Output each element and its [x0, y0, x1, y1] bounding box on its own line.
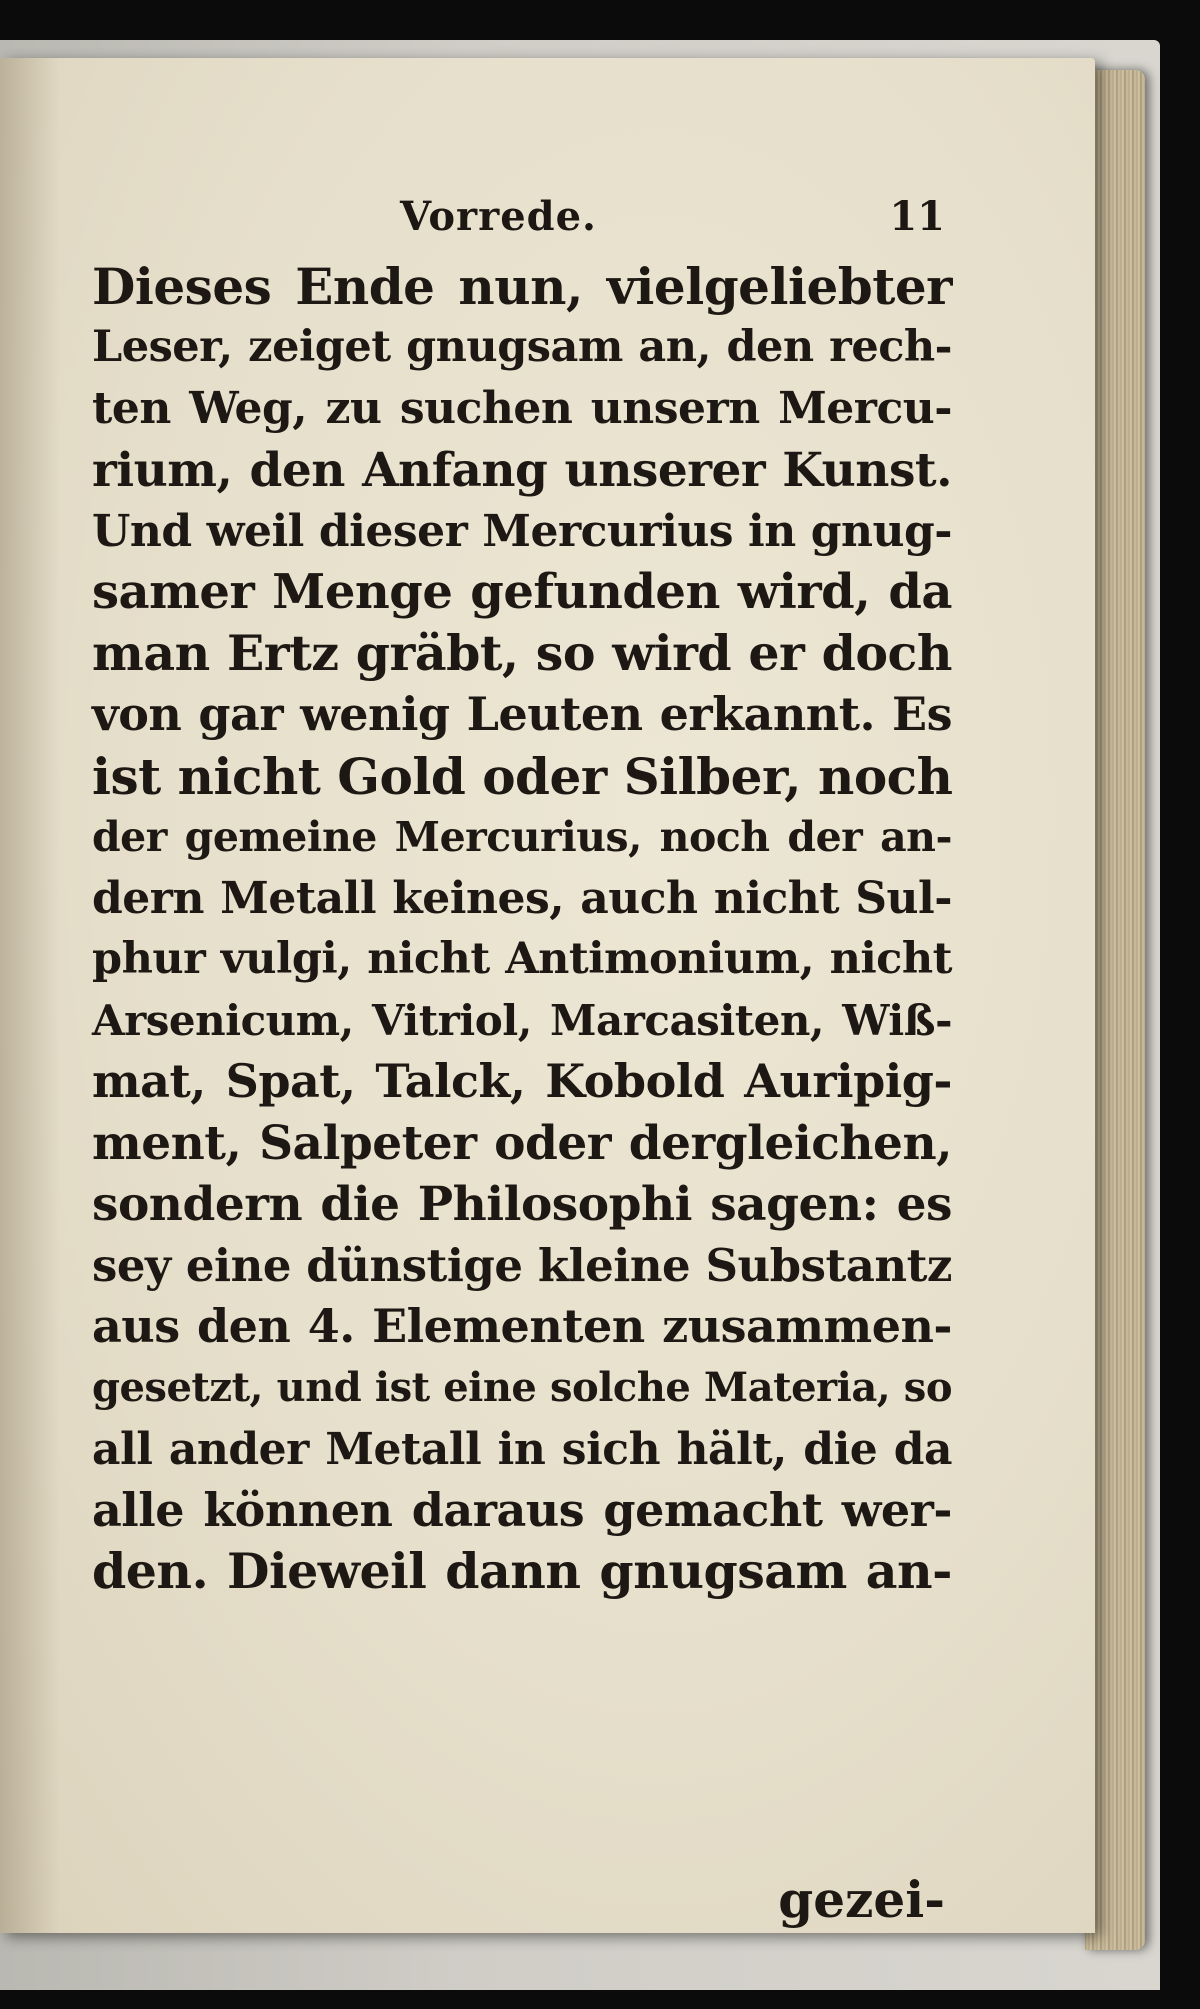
- catchword: gezei-: [778, 1870, 945, 1929]
- text-line: der gemeine Mercurius, noch der an-: [92, 812, 952, 861]
- text-line: Dieses Ende nun, vielgeliebter: [92, 257, 952, 316]
- text-line: rium, den Anfang unserer Kunst.: [92, 442, 952, 498]
- text-line: mat, Spat, Talck, Kobold Auripig-: [92, 1054, 952, 1109]
- body-text: [92, 256, 952, 1602]
- text-line: von gar wenig Leuten erkannt. Es: [92, 687, 952, 742]
- text-line: all ander Metall in sich hält, die da: [92, 1423, 952, 1475]
- text-line: gesetzt, und ist eine solche Materia, so: [92, 1364, 952, 1412]
- text-line: Und weil dieser Mercurius in gnug-: [92, 505, 952, 557]
- text-line: Leser, zeiget gnugsam an, den rech-: [92, 322, 952, 373]
- text-line: samer Menge gefunden wird, da: [92, 563, 952, 620]
- running-head: Vorrede.: [400, 193, 597, 240]
- text-line: alle können daraus gemacht wer-: [92, 1482, 952, 1537]
- text-line: ment, Salpeter oder dergleichen,: [92, 1115, 952, 1171]
- text-line: phur vulgi, nicht Antimonium, nicht: [92, 934, 952, 985]
- text-line: aus den 4. Elementen zusammen-: [92, 1299, 952, 1354]
- text-line: sondern die Philosophi sagen: es: [92, 1176, 952, 1232]
- text-line: ten Weg, zu suchen unsern Mercu-: [92, 383, 952, 435]
- text-line: Arsenicum, Vitriol, Marcasiten, Wiß-: [92, 996, 952, 1046]
- text-line: dern Metall keines, auch nicht Sul-: [92, 872, 952, 924]
- page-header: [100, 193, 945, 247]
- text-line: den. Dieweil dann gnugsam an-: [92, 1541, 952, 1600]
- page-number: 11: [889, 193, 945, 240]
- text-line: sey eine dünstige kleine Substantz: [92, 1239, 952, 1292]
- text-line: man Ertz gräbt, so wird er doch: [92, 624, 952, 683]
- text-line: ist nicht Gold oder Silber, noch: [92, 746, 953, 806]
- book-page: [0, 58, 1095, 1933]
